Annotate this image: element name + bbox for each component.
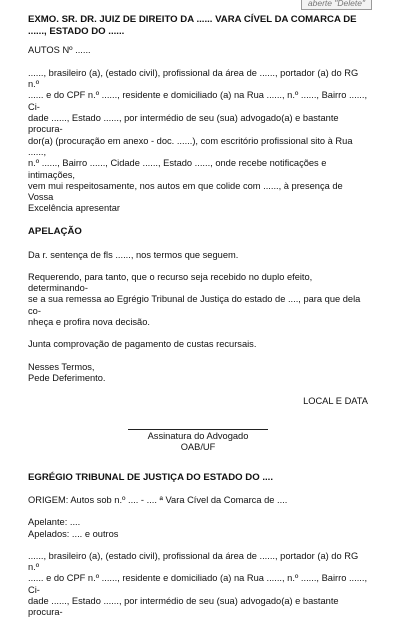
qualification-line: ......, brasileiro (a), (estado civil), profissional da área de ......, portador (a) do RG n.º (28, 67, 359, 90)
qualification-repeat-paragraph (28, 551, 368, 619)
requerendo-line: se a sua remessa ao Egrégio Tribunal de Justiça do estado de ...., para que dela co- (28, 294, 361, 316)
signature-oab: OAB/UF (180, 441, 216, 452)
qualification-line: n.º ......, Bairro ......, Cidade ......, Estado ......, onde recebe notificações e intimações, (28, 158, 327, 180)
qualification-line: ...... e do CPF n.º ......, residente e domiciliado (a) na Rua ......, n.º ......, Bairro ......, Ci- (28, 573, 368, 595)
sentenca-paragraph: Da r. sentença de fls ......, nos termos que seguem. (28, 249, 239, 260)
closing-line: Pede Deferimento. (28, 372, 106, 383)
parties-block (28, 517, 368, 540)
requerendo-line: Requerendo, para tanto, que o recurso seja recebido no duplo efeito, determinando- (28, 271, 313, 294)
origem-line: ORIGEM: Autos sob n.º .... - .... ª Vara Cível da Comarca de .... (28, 494, 288, 505)
closing-line: Nesses Termos, (28, 361, 95, 372)
delete-hint-badge: aberte "Delete" (301, 0, 372, 10)
requerendo-line: nheça e profira nova decisão. (28, 317, 150, 328)
closing-block (28, 362, 368, 385)
qualification-line: dor(a) (procuração em anexo - doc. ......), com escritório profissional sito à Rua ......, (28, 135, 353, 157)
qualification-line: ......, brasileiro (a), (estado civil), profissional da área de ......, portador (a) do RG n.º (28, 550, 359, 573)
signature-block (28, 429, 368, 454)
tribunal-title: EGRÉGIO TRIBUNAL DE JUSTIÇA DO ESTADO DO .... (28, 472, 274, 484)
qualification-line: dade ......, Estado ......, por intermédio de seu (sua) advogado(a) e bastante procura- (28, 113, 339, 135)
court-header: EXMO. SR. DR. JUIZ DE DIREITO DA ...... VARA CÍVEL DA COMARCA DE ......, ESTADO DO ...... (28, 14, 357, 37)
qualification-line: ...... e do CPF n.º ......, residente e domiciliado (a) na Rua ......, n.º ......, Bairro ......, Ci- (28, 90, 368, 112)
section-title: APELAÇÃO (28, 225, 82, 237)
autos-number: AUTOS Nº ...... (28, 44, 91, 55)
local-data: LOCAL E DATA (303, 396, 368, 407)
signature-name: Assinatura do Advogado (147, 430, 249, 441)
signature-line (128, 429, 268, 430)
apelante-line: Apelante: .... (28, 517, 81, 528)
qualification-paragraph (28, 68, 368, 215)
requerendo-paragraph (28, 272, 368, 328)
qualification-line: dade ......, Estado ......, por intermédio de seu (sua) advogado(a) e bastante procura- (28, 595, 339, 618)
qualification-line: Excelência apresentar (28, 203, 120, 214)
qualification-line: vem mui respeitosamente, nos autos em que colide com ......, à presença de Vossa (28, 180, 343, 203)
petition-document (28, 14, 368, 619)
custas-paragraph: Junta comprovação de pagamento de custas recursais. (28, 339, 257, 350)
apelados-line: Apelados: .... e outros (28, 528, 119, 539)
